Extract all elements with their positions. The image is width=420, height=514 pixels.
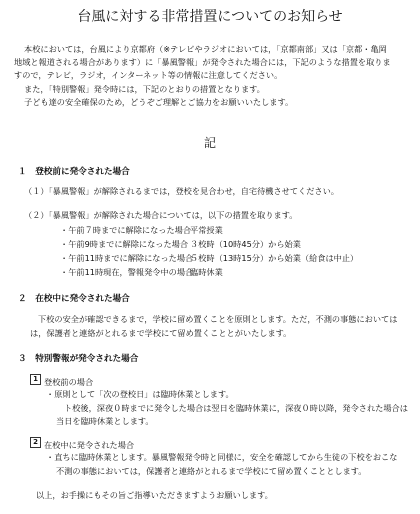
section-2-line: は，保護者と連絡がとれるまで学校にて留め置くこととがいたします。 (30, 328, 292, 338)
schedule-row-what: ５校時（13時15分）から始業（給食は中止） (190, 253, 359, 263)
schedule-row-what: 平常授業 (190, 225, 223, 235)
ki-marker: 記 (203, 136, 216, 150)
schedule-row-what: 臨時休業 (190, 267, 223, 277)
schedule-row-when: ・午前11時までに解除になった場合 (60, 253, 194, 263)
intro-line: また，「特別警報」発令時には，下記のとおりの措置となります。 (24, 84, 265, 94)
section-3-sub-2-line: 不測の事態においては，保護者と連絡がとれるまで学校にて留め置くこととします。 (56, 466, 367, 476)
section-1-heading: １ 登校前に発令された場合 (18, 167, 130, 177)
section-3-sub-2-label: 在校中に発令された場合 (44, 440, 135, 450)
intro-line: 子ども達の安全確保のため，どうぞご理解とご協力をお願いいたします。 (24, 97, 294, 107)
section-3-sub-1-line: 当日を臨時休業とします。 (56, 416, 154, 426)
schedule-row-when: ・午前11時現在，警報発令中の場合 (60, 267, 194, 277)
intro-line: 本校においては，台風により京都府（※テレビやラジオにおいては，「京都南部」又は「京都・亀岡 (24, 44, 387, 54)
closing-line: 以上，お手操にもその旨ご指導いただきますようお願いします。 (36, 490, 273, 500)
section-3-sub-1-line: ・原則として「次の登校日」は臨時休業とします。 (46, 389, 234, 399)
intro-line: 地域と報道される場合があります）に「暴風警報」が発令された場合には，下記のような措置を取りま (14, 57, 391, 67)
page-title: 台風に対する非常措置についてのお知らせ (77, 9, 343, 25)
circled-number-1: 1 (30, 374, 41, 385)
section-3-sub-1 (30, 374, 93, 388)
section-3-sub-2 (30, 437, 134, 451)
schedule-row-what: ３校時（10時45分）から始業 (190, 239, 301, 249)
section-1-item-1: （１）「暴風警報」が解除されるまでは，登校を見合わせ，自宅待機させてください。 (24, 186, 339, 196)
circled-number-2: 2 (30, 437, 41, 448)
intro-line: すので，テレビ，ラジオ，インターネット等の情報に注意してください。 (14, 70, 283, 80)
schedule-row-when: ・午前７時までに解除になった場合 (60, 225, 192, 235)
section-2-line: 下校の安全が確認できるまで，学校に留め置くことを原則とします。ただ，不測の事態においては (38, 314, 398, 324)
section-3-sub-1-label: 登校前の場合 (44, 377, 94, 387)
section-2-heading: ２ 在校中に発令された場合 (18, 294, 130, 304)
section-3-sub-1-line: ト校後，深夜０時までに発令した場合は翌日を臨時休業に，深夜０時以降，発令された場合は (64, 403, 408, 413)
schedule-row-when: ・午前9時までに解除になった場合 (60, 239, 189, 249)
section-3-sub-2-line: ・直ちに臨時休業とします。暴風警報発令時と同様に，安全を確認してから生徒の下校をおこな (46, 452, 398, 462)
section-3-heading: ３ 特別警報が発令された場合 (18, 354, 139, 364)
section-1-item-2: （２）「暴風警報」が解除された場合については，以下の措置を取ります。 (24, 210, 298, 220)
